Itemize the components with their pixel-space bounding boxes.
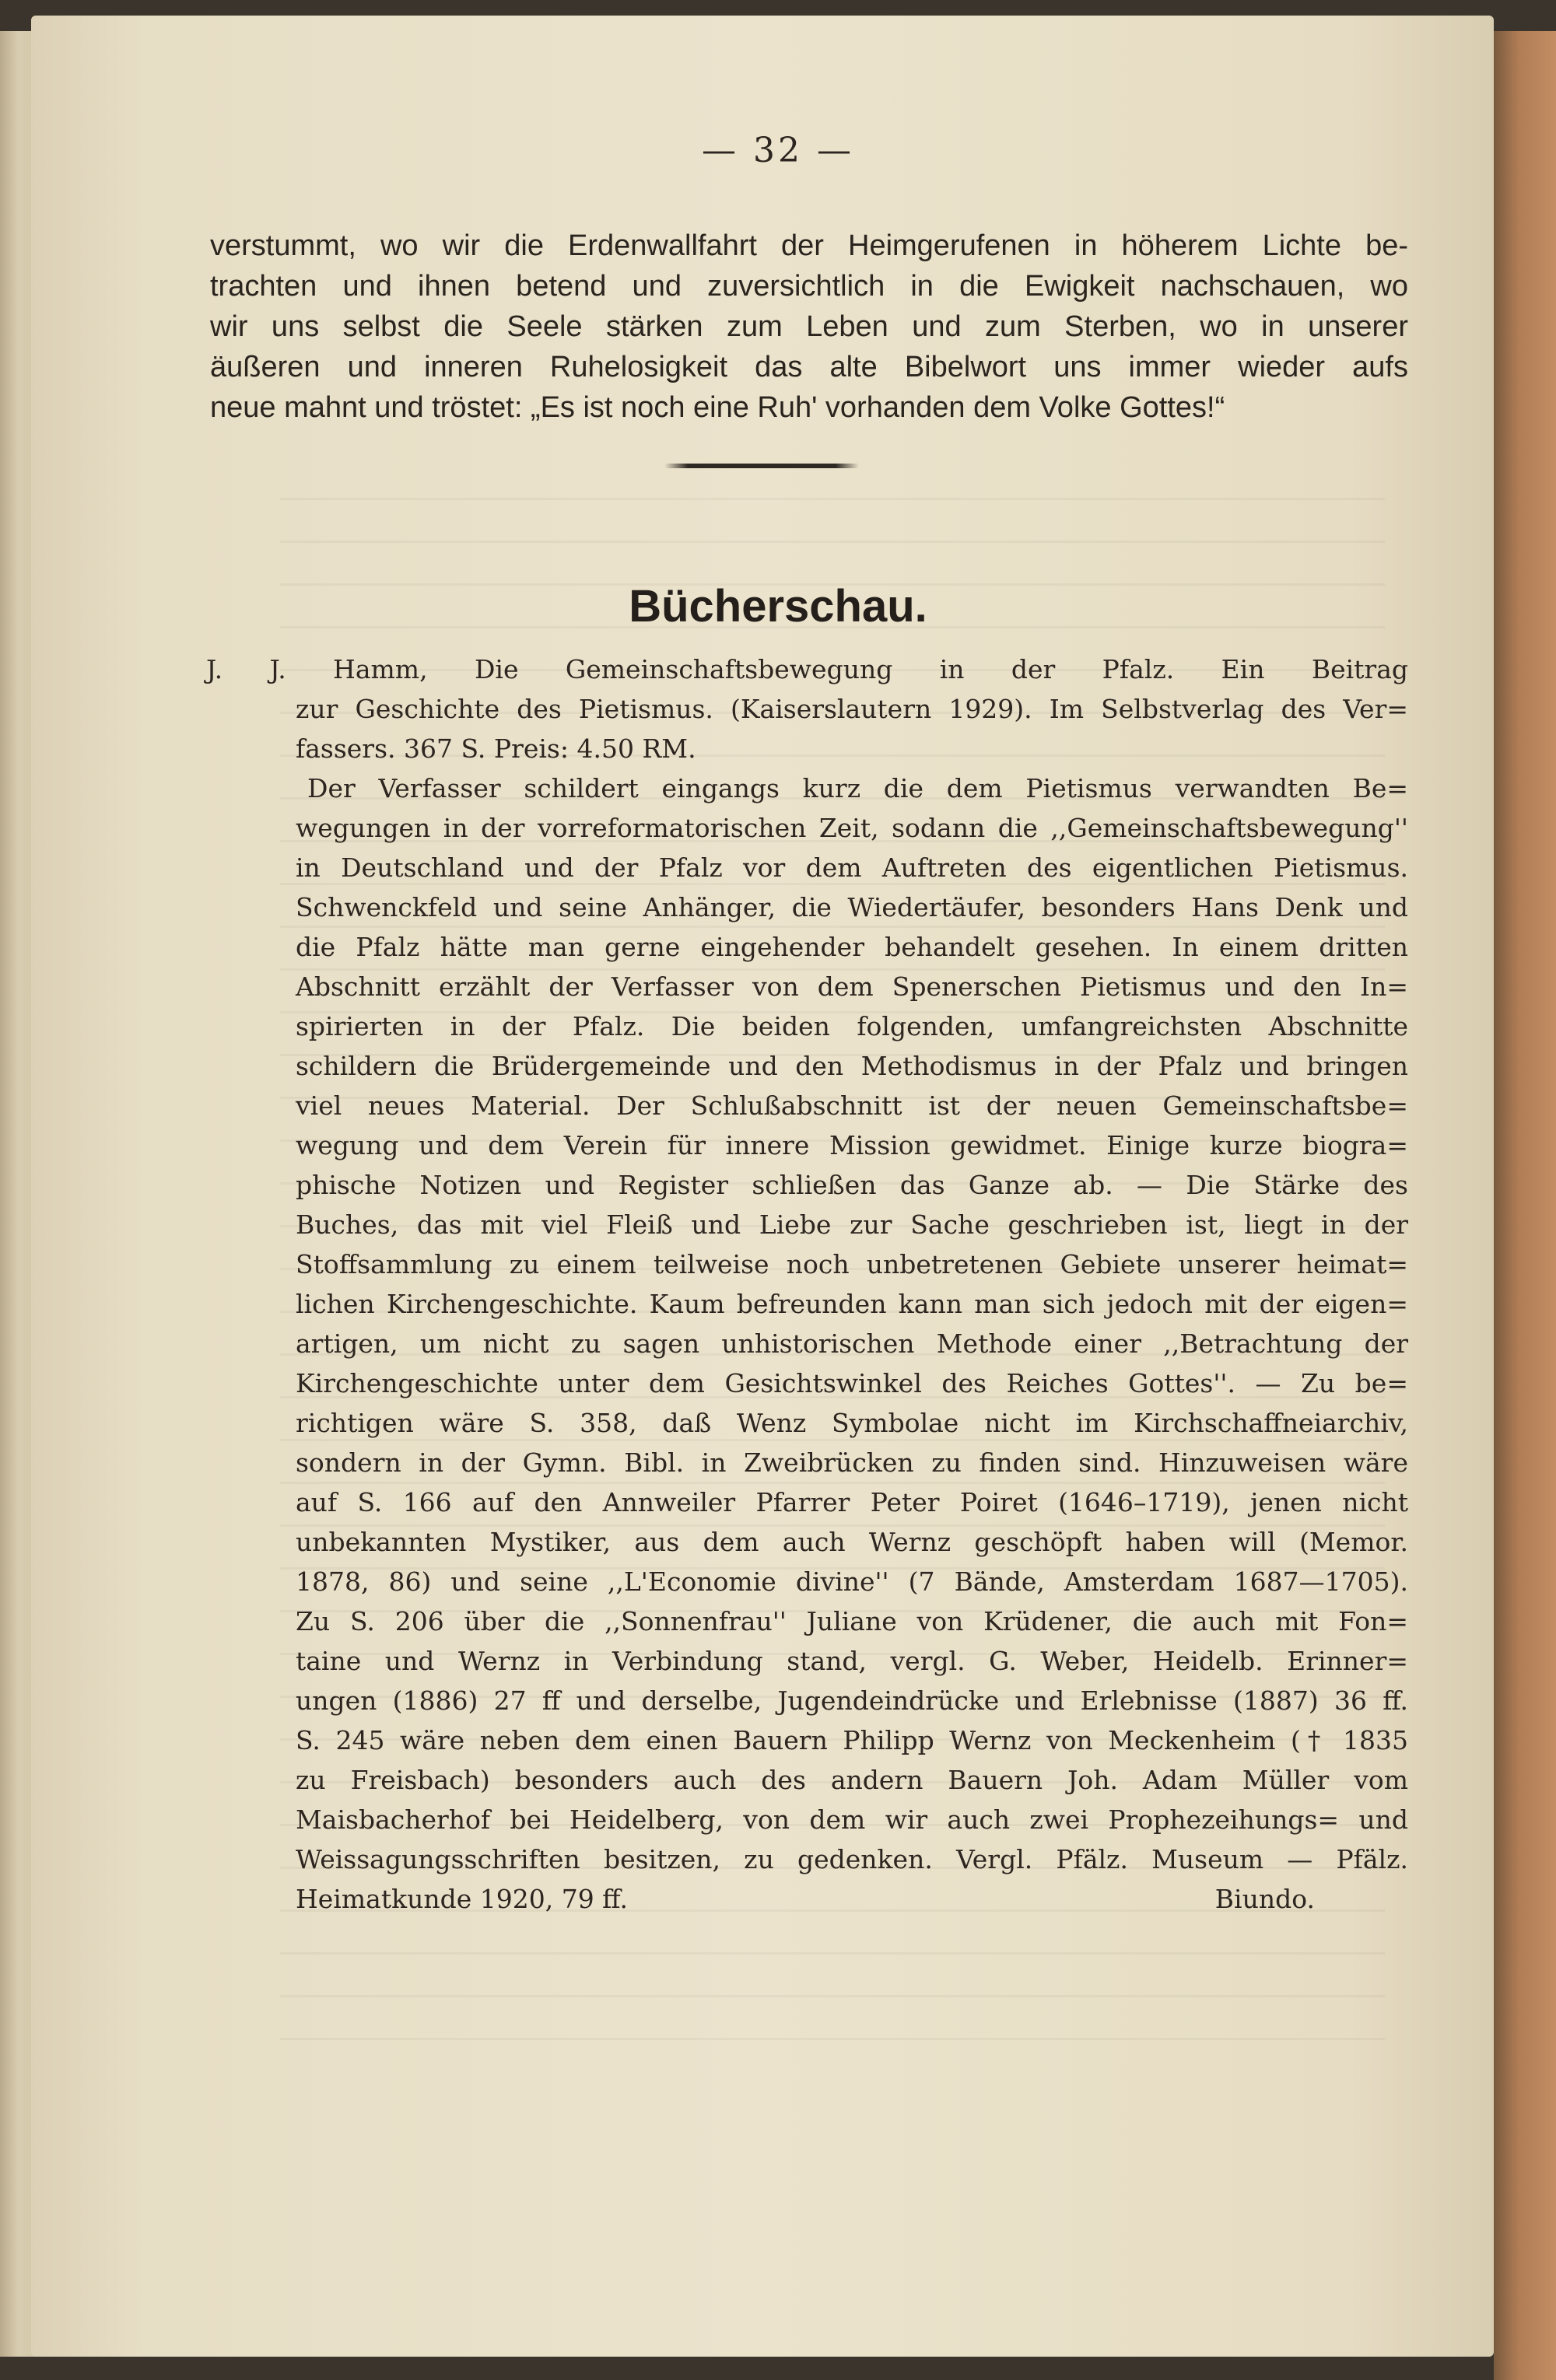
review-body-line: Der Verfasser schildert eingangs kurz die dem Pietismus verwandten Be= (307, 773, 1408, 803)
review-body-line: Stoffsammlung zu einem teilweise noch unbetretenen Gebiete unserer heimat= (296, 1249, 1408, 1279)
review-body-line: spirierten in der Pfalz. Die beiden folgenden, umfangreichsten Abschnitte (296, 1011, 1408, 1041)
book-review (206, 649, 1408, 1919)
review-body-line: unbekannten Mystiker, aus dem auch Wernz geschöpft haben will (Memor. (296, 1527, 1408, 1557)
review-body-line: Buches, das mit viel Fleiß und Liebe zur Sache geschrieben ist, liegt in der (296, 1209, 1408, 1240)
review-body-line: richtigen wäre S. 358, daß Wenz Symbolae nicht im Kirchschaffneiarchiv, (296, 1408, 1408, 1438)
review-body-line: 1878, 86) und seine ,,L'Economie divine'' (7 Bände, Amsterdam 1687—1705). (296, 1566, 1408, 1597)
text-line: neue mahnt und tröstet: „Es ist noch eine Ruh' vorhanden dem Volke Gottes!“ (210, 391, 1225, 424)
review-citation-title: J. J. Hamm, Die Gemeinschaftsbewegung in der Pfalz. Ein Beitrag (206, 654, 1408, 684)
review-body-line: lichen Kirchengeschichte. Kaum befreunden kann man sich jedoch mit der eigen= (296, 1289, 1408, 1319)
review-body-line: Schwenckfeld und seine Anhänger, die Wiedertäufer, besonders Hans Denk und (296, 892, 1408, 922)
review-body-line: wegung und dem Verein für innere Mission gewidmet. Einige kurze biogra= (296, 1130, 1408, 1160)
review-body-line: viel neues Material. Der Schlußabschnitt ist der neuen Gemeinschaftsbe= (296, 1090, 1408, 1121)
review-body-line: zu Freisbach) besonders auch des andern Bauern Joh. Adam Müller vom (296, 1765, 1408, 1795)
binding-strip (1494, 31, 1556, 2380)
review-body-line: Abschnitt erzählt der Verfasser von dem Spenerschen Pietismus und den In= (296, 971, 1408, 1002)
review-body-line: Weissagungsschriften besitzen, zu gedenken. Vergl. Pfälz. Museum — Pfälz. (296, 1844, 1408, 1874)
review-body-line: Maisbacherhof bei Heidelberg, von dem wir auch zwei Prophezeihungs= und (296, 1804, 1408, 1835)
text-line: wir uns selbst die Seele stärken zum Leben und zum Sterben, wo in unserer (210, 310, 1408, 343)
review-last-line (206, 1879, 1408, 1919)
review-body-line: Zu S. 206 über die ,,Sonnenfrau'' Juliane von Krüdener, die auch mit Fon= (296, 1606, 1408, 1636)
review-body-line: Heimatkunde 1920, 79 ff. (296, 1884, 628, 1914)
review-body-line: taine und Wernz in Verbindung stand, vergl. G. Weber, Heidelb. Erinner= (296, 1646, 1408, 1676)
page-number: — 32 — (702, 131, 854, 170)
review-body-line: die Pfalz hätte man gerne eingehender behandelt gesehen. In einem dritten (296, 932, 1408, 962)
review-body-line: sondern in der Gymn. Bibl. in Zweibrücken zu finden sind. Hinzuweisen wäre (296, 1447, 1408, 1478)
review-body-line: auf S. 166 auf den Annweiler Pfarrer Peter Poiret (1646–1719), jenen nicht (296, 1487, 1408, 1517)
reviewer-signature: Biundo. (1214, 1884, 1315, 1914)
review-body-line: Kirchengeschichte unter dem Gesichtswinkel des Reiches Gottes''. — Zu be= (296, 1368, 1408, 1398)
text-line: verstummt, wo wir die Erdenwallfahrt der Heimgerufenen in höherem Lichte be- (210, 229, 1408, 262)
closing-paragraph (210, 226, 1408, 428)
review-citation-line: zur Geschichte des Pietismus. (Kaiserslautern 1929). Im Selbstverlag des Ver= (296, 694, 1408, 724)
review-citation-line: fassers. 367 S. Preis: 4.50 RM. (296, 733, 696, 764)
text-line: äußeren und inneren Ruhelosigkeit das alte Bibelwort uns immer wieder aufs (210, 351, 1408, 383)
review-body-line: phische Notizen und Register schließen das Ganze ab. — Die Stärke des (296, 1170, 1408, 1200)
section-divider (664, 464, 859, 468)
review-body-line: artigen, um nicht zu sagen unhistorischen Methode einer ,,Betrachtung der (296, 1328, 1408, 1359)
review-body-line: S. 245 wäre neben dem einen Bauern Philipp Wernz von Meckenheim († 1835 (296, 1725, 1408, 1755)
section-title: Bücherschau. (629, 581, 927, 632)
review-body-line: ungen (1886) 27 ff und derselbe, Jugendeindrücke und Erlebnisse (1887) 36 ff. (296, 1685, 1408, 1716)
review-body-line: wegungen in der vorreformatorischen Zeit, sodann die ,,Gemeinschaftsbewegung'' (296, 813, 1408, 843)
review-body-line: in Deutschland und der Pfalz vor dem Auftreten des eigentlichen Pietismus. (296, 852, 1408, 883)
review-body-line: schildern die Brüdergemeinde und den Methodismus in der Pfalz und bringen (296, 1051, 1408, 1081)
text-line: trachten und ihnen betend und zuversichtlich in die Ewigkeit nachschauen, wo (210, 270, 1408, 303)
